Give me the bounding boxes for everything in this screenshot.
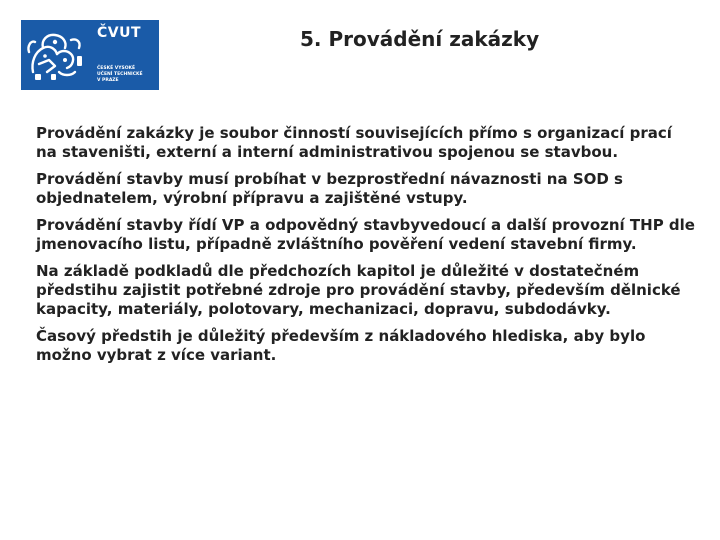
logo-subtitle-line: ČESKÉ VYSOKÉ [97, 66, 136, 71]
logo-subtitle [97, 66, 157, 84]
paragraph: Provádění stavby řídí VP a odpovědný stavbyvedoucí a další provozní THP dle jmenovacího listu, případně zvláštního pověření vedení stavební firmy. [36, 216, 695, 253]
paragraph: Provádění stavby musí probíhat v bezprostřední návaznosti na SOD s objednatelem, výrobní přípravu a zajištěné vstupy. [36, 170, 623, 207]
paragraph: Provádění zakázky je soubor činností souvisejících přímo s organizací prací na staveništi, externí a interní administrativou spojenou se stavbou. [36, 124, 672, 161]
slide-title: 5. Provádění zakázky [300, 27, 540, 51]
cvut-logo [21, 20, 159, 90]
logo-title: ČVUT [97, 25, 142, 41]
logo-subtitle-line: V PRAZE [97, 78, 119, 83]
cvut-lion-emblem-icon [25, 28, 85, 84]
paragraph: Na základě podkladů dle předchozích kapitol je důležité v dostatečném předstihu zajistit potřebné zdroje pro provádění stavby, především dělnické kapacity, materiály, polotovary, mechanizaci, dopravu, subdodávky. [36, 262, 681, 318]
logo-subtitle-line: UČENÍ TECHNICKÉ [97, 72, 143, 77]
slide-content [36, 124, 696, 373]
paragraph: Časový předstih je důležitý především z nákladového hlediska, aby bylo možno vybrat z více variant. [36, 327, 646, 364]
